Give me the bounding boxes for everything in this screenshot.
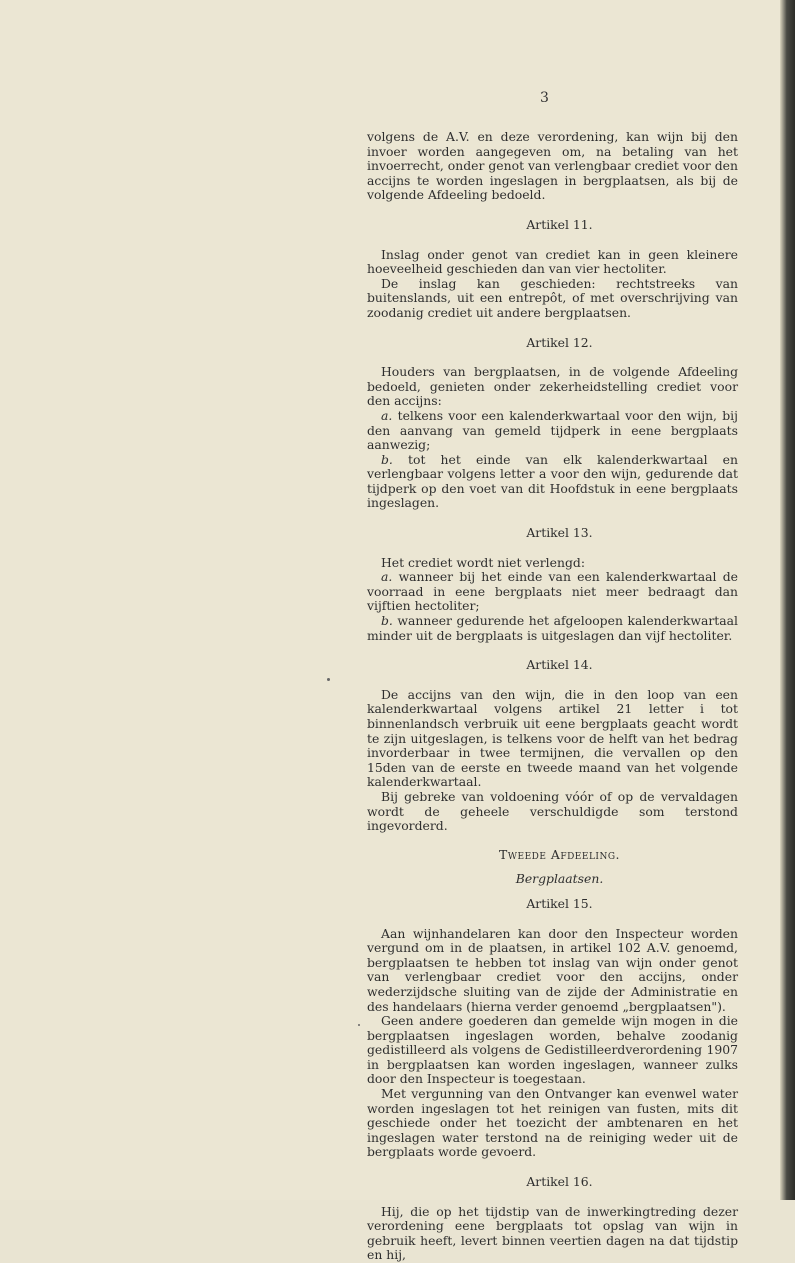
list-item-label: a. xyxy=(381,407,393,423)
paragraph: Hij, die op het tijdstip van de inwerkingtreding dezer verordening eene bergplaats tot opslag van wijn in gebruik heeft, levert binnen veertien dagen na dat tijdstip en hij, xyxy=(367,1203,738,1263)
document-body xyxy=(367,130,738,1263)
paragraph: Bij gebreke van voldoening vóór of op de vervaldagen wordt de geheele verschuldigde som terstond ingevorderd. xyxy=(367,788,738,834)
article-heading: Artikel 11. xyxy=(526,216,593,232)
article-heading: Artikel 14. xyxy=(526,657,593,673)
paragraph: Het crediet wordt niet verlengd: xyxy=(381,554,585,570)
list-item-label: b. xyxy=(381,451,393,467)
speck-mark xyxy=(327,678,330,681)
paragraph: Aan wijnhandelaren kan door den Inspecteur worden vergund om in de plaatsen, in artikel 102 A.V. genoemd, bergplaatsen te hebben tot inslag van wijn onder genot van verlengbaar crediet voor den accijns, onder wederzijdsche sluiting van de zijde der Administratie en des handelaars (hierna verder genoemd „bergplaatsen"). xyxy=(367,925,738,1014)
paragraph: De accijns van den wijn, die in den loop van een kalenderkwartaal volgens artikel 21 letter i tot binnenlandsch verbruik uit eene bergplaats geacht wordt te zijn uitgeslagen, is telkens voor de helft van het bedrag invorderbaar in twee termijnen, die vervallen op den 15den van de eerste en tweede maand van het volgende kalenderkwartaal. xyxy=(367,686,738,790)
paragraph: De inslag kan geschieden: rechtstreeks van buitenslands, uit een entrepôt, of met overschrijving van zoodanig crediet uit andere bergplaatsen. xyxy=(367,275,738,320)
paragraph: Geen andere goederen dan gemelde wijn mogen in die bergplaatsen ingeslagen worden, behalve zoodanig gedistilleerd als volgens de Gedistilleerdverordening 1907 in bergplaatsen kan worden ingeslagen, wanneer zulks door den Inspecteur is toegestaan. xyxy=(367,1013,738,1087)
article-heading: Artikel 15. xyxy=(526,895,593,911)
list-item xyxy=(367,453,738,511)
list-item-label: b. xyxy=(381,613,393,629)
article-heading: Artikel 12. xyxy=(526,334,593,350)
paragraph: volgens de A.V. en deze verordening, kan wijn bij den invoer worden aangegeven om, na betaling van het invoerrecht, onder genot van verlengbaar crediet voor den accijns te worden ingeslagen in bergplaatsen, als bij de volgende Afdeeling bedoeld. xyxy=(367,129,738,203)
list-item-text: wanneer bij het einde van een kalenderkwartaal de voorraad in eene bergplaats niet meer bedraagt dan vijftien hectoliter; xyxy=(367,569,738,614)
paragraph: Houders van bergplaatsen, in de volgende Afdeeling bedoeld, genieten onder zekerheidstelling crediet voor den accijns: xyxy=(367,364,738,409)
list-item xyxy=(367,409,738,453)
page-number: 3 xyxy=(540,90,549,106)
section-subheading: Bergplaatsen. xyxy=(515,871,604,887)
list-item-text: wanneer gedurende het afgeloopen kalenderkwartaal minder uit de bergplaats is uitgeslagen dan vijf hectoliter. xyxy=(367,613,738,643)
paragraph: Met vergunning van den Ontvanger kan evenwel water worden ingeslagen tot het reinigen van fusten, mits dit geschiede onder het toezicht der ambtenaren en het ingeslagen water terstond na de reiniging weder uit de bergplaats worde gevoerd. xyxy=(367,1086,738,1160)
page-edge-shadow xyxy=(780,0,795,1200)
article-heading: Artikel 16. xyxy=(526,1174,593,1190)
section-heading: Tweede Afdeeling. xyxy=(499,846,620,862)
speck-mark xyxy=(358,1024,360,1026)
list-item-text: tot het einde van elk kalenderkwartaal en verlengbaar volgens letter a voor den wijn, gedurende dat tijdperk op den voet van dit Hoofdstuk in eene bergplaats ingeslagen. xyxy=(367,451,738,511)
list-item-text: telkens voor een kalenderkwartaal voor den wijn, bij den aanvang van gemeld tijdperk in eene bergplaats aanwezig; xyxy=(367,407,738,453)
list-item-label: a. xyxy=(381,569,393,585)
paragraph: Inslag onder genot van crediet kan in geen kleinere hoeveelheid geschieden dan van vier hectoliter. xyxy=(367,246,738,277)
list-item xyxy=(367,614,738,643)
list-item xyxy=(367,570,738,614)
article-heading: Artikel 13. xyxy=(526,525,593,541)
